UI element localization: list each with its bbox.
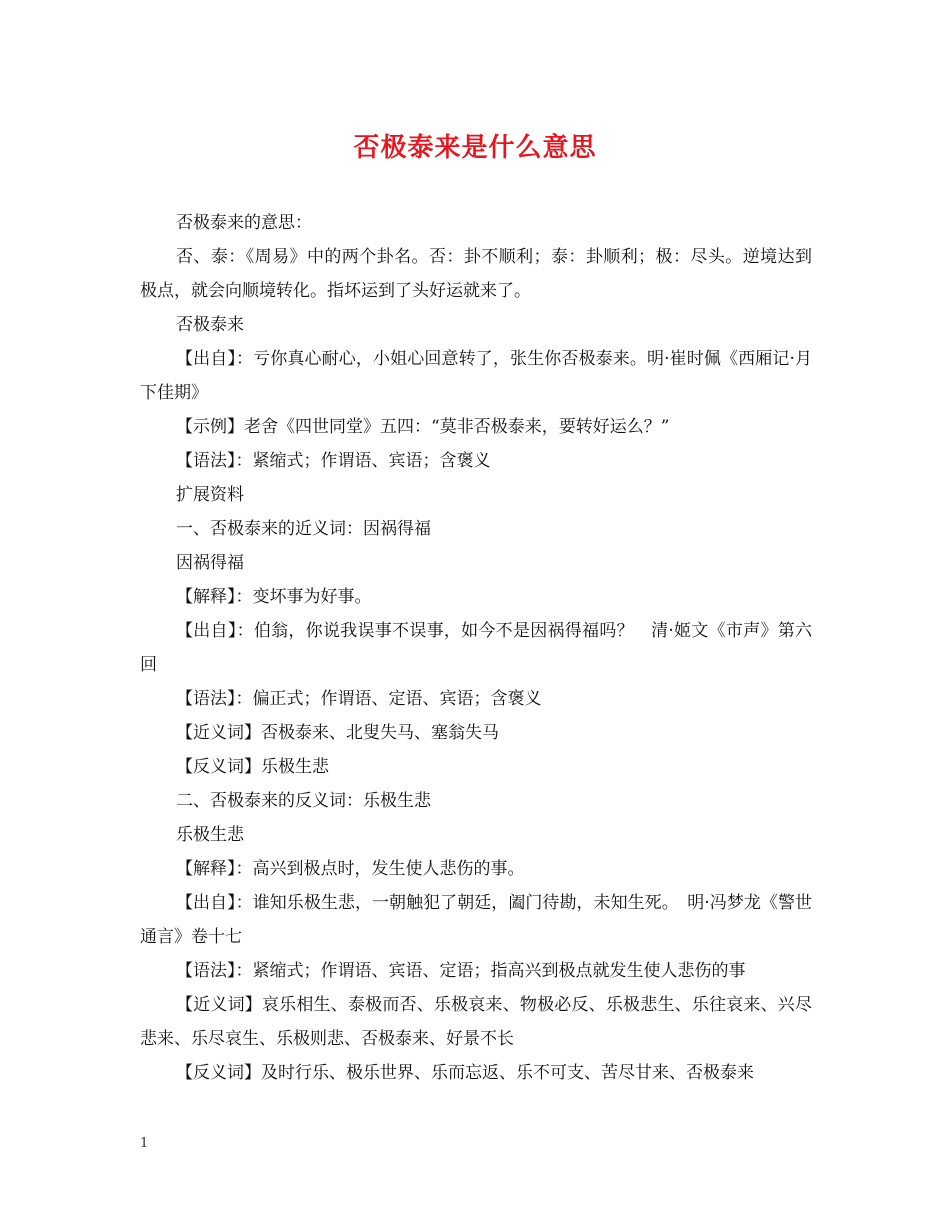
paragraph: 【出自】：伯翁，你说我误事不误事，如今不是因祸得福吗？ 清·姬文《市声》第六回 [140,621,812,675]
paragraph: 【出自】：谁知乐极生悲，一朝触犯了朝廷，阖门待勘，未知生死。 明·冯梦龙《警世通言》卷十七 [140,893,812,947]
paragraph: 否、泰：《周易》中的两个卦名。否：卦不顺利；泰：卦顺利；极：尽头。逆境达到极点，就会向顺境转化。指坏运到了头好运就来了。 [140,247,812,301]
paragraph: 【解释】：高兴到极点时，发生使人悲伤的事。 [176,859,525,879]
paragraph: 【语法】：偏正式；作谓语、定语、宾语；含褒义 [176,689,542,709]
paragraph: 【示例】老舍《四世同堂》五四：“莫非否极泰来，要转好运么？” [176,417,670,437]
page-title: 否极泰来是什么意思 [353,133,597,163]
paragraph: 【出自】：亏你真心耐心，小姐心回意转了，张生你否极泰来。明·崔时佩《西厢记·月下佳期》 [140,349,812,403]
paragraph: 【反义词】乐极生悲 [176,757,329,777]
paragraph: 【近义词】哀乐相生、泰极而否、乐极哀来、物极必反、乐极悲生、乐往哀来、兴尽悲来、乐尽哀生、乐极则悲、否极泰来、好景不长 [140,995,812,1049]
paragraph: 扩展资料 [176,485,244,505]
paragraph: 【解释】：变坏事为好事。 [176,587,372,607]
paragraph: 【语法】：紧缩式；作谓语、宾语；含褒义 [176,451,491,471]
paragraph: 乐极生悲 [176,825,244,845]
page-number: 1 [140,1136,149,1151]
paragraph: 【近义词】否极泰来、北叟失马、塞翁失马 [176,723,499,743]
paragraph: 【语法】：紧缩式；作谓语、宾语、定语；指高兴到极点就发生使人悲伤的事 [176,961,746,981]
document-body [140,206,812,1090]
paragraph: 二、否极泰来的反义词：乐极生悲 [176,791,431,811]
paragraph: 否极泰来 [176,315,244,335]
paragraph: 【反义词】及时行乐、极乐世界、乐而忘返、乐不可支、苦尽甘来、否极泰来 [176,1063,754,1083]
paragraph: 一、否极泰来的近义词：因祸得福 [176,519,431,539]
paragraph: 因祸得福 [176,553,244,573]
paragraph: 否极泰来的意思： [176,213,312,233]
